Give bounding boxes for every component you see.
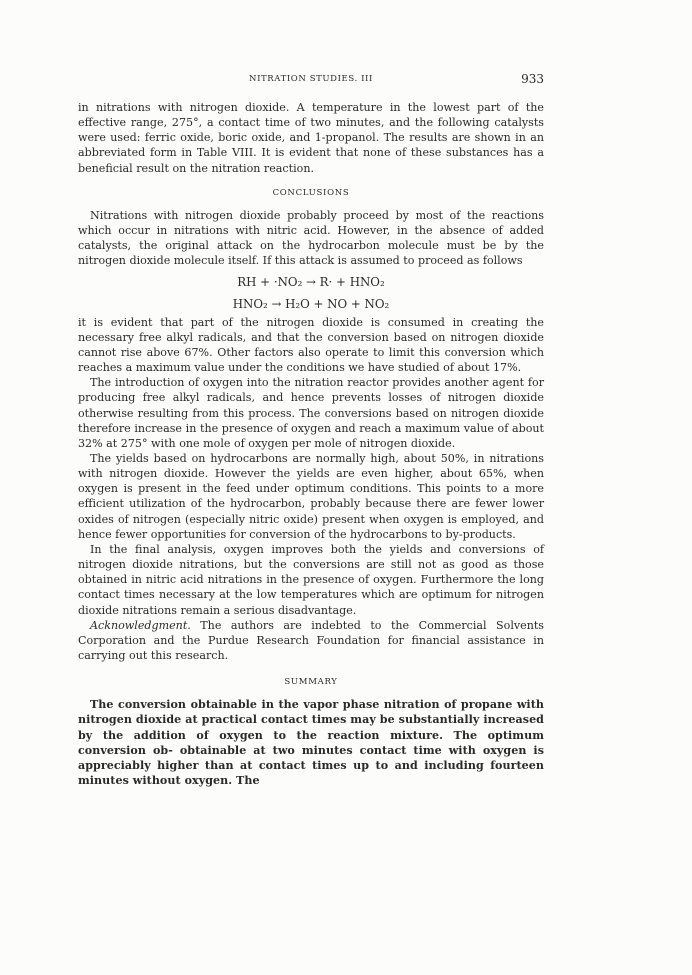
running-head: NITRATION STUDIES. III: [249, 74, 373, 84]
page-header: [78, 72, 544, 88]
conclusions-paragraph-1: Nitrations with nitrogen dioxide probably proceed by most of the reactions which occur in nitrations with nitric acid. However, in the absence of added catalysts, the original attack on the hydrocarbon molecule must be by the nitrogen dioxide molecule itself. If this attack is assumed to proceed as follows: [78, 208, 544, 268]
acknowledgment-paragraph: [78, 618, 544, 663]
equation-2: HNO₂ → H₂O + NO + NO₂: [232, 296, 390, 311]
summary-heading: SUMMARY: [284, 677, 338, 688]
conclusions-paragraph-5: In the final analysis, oxygen improves both the yields and conversions of nitrogen dioxide nitrations, but the conversions are still not as good as those obtained in nitric acid nitrations in the presence of oxygen. Furthermore the long contact times necessary at the low temperatures which are optimum for nitrogen dioxide nitrations remain a serious disadvantage.: [78, 542, 544, 617]
intro-paragraph: in nitrations with nitrogen dioxide. A temperature in the lowest part of the effective range, 275°, a contact time of two minutes, and the following catalysts were used: ferric oxide, boric oxide, and 1-propanol. The results are shown in an abbreviated form in Table VIII. It is evident that none of these substances has a beneficial result on the nitration reaction.: [78, 101, 544, 175]
summary-paragraph: The conversion obtainable in the vapor phase nitration of propane with nitrogen dioxide at practical contact times may be substantially increased by the addition of oxygen to the reaction mixture. The optimum conversion ob- obtainable at two minutes contact time with oxygen is appreciably higher than at contact times up to and including fourteen minutes without oxygen. The: [78, 698, 544, 788]
reaction-equations: [78, 272, 544, 314]
acknowledgment-text: The authors are indebted to the Commercial Solvents Corporation and the Purdue Research Foundation for financial assistance in carrying out this research.: [78, 618, 544, 662]
conclusions-paragraph-2: it is evident that part of the nitrogen dioxide is consumed in creating the necessary free alkyl radicals, and that the conversion based on nitrogen dioxide cannot rise above 67%. Other factors also operate to limit this conversion which reaches a maximum value under the conditions we have studied of about 17%.: [78, 315, 544, 375]
acknowledgment-label: Acknowledgment.: [90, 618, 191, 632]
page-number: 933: [521, 72, 544, 86]
article-body: [78, 100, 544, 788]
conclusions-heading: CONCLUSIONS: [272, 187, 350, 198]
conclusions-paragraph-4: The yields based on hydrocarbons are normally high, about 50%, in nitrations with nitrogen dioxide. However the yields are even higher, about 65%, when oxygen is present in the feed under optimum conditions. This points to a more efficient utilization of the hydrocarbon, probably because there are fewer lower oxides of nitrogen (especially nitric oxide) present when oxygen is employed, and hence fewer opportunities for conversion of the hydrocarbons to by-products.: [78, 451, 544, 541]
conclusions-paragraph-3: The introduction of oxygen into the nitration reactor provides another agent for producing free alkyl radicals, and hence prevents losses of nitrogen dioxide otherwise resulting from this process. The conversions based on nitrogen dioxide therefore increase in the presence of oxygen and reach a maximum value of about 32% at 275° with one mole of oxygen per mole of nitrogen dioxide.: [78, 376, 544, 450]
equation-1: RH + ·NO₂ → R· + HNO₂: [237, 274, 385, 289]
